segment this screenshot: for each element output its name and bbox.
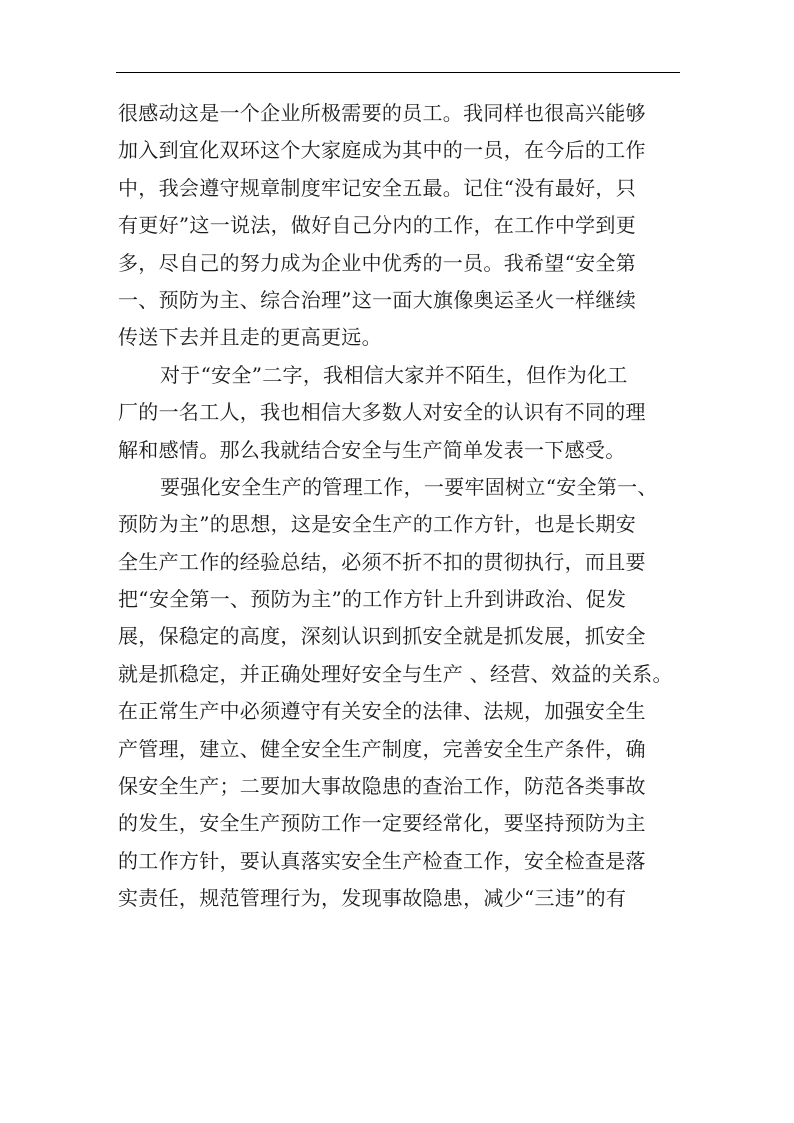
text-line: 很感动这是一个企业所极需要的员工。我同样也很高兴能够 [118,101,646,125]
text-line: 要强化安全生产的管理工作，一要牢固树立“安全第一、 [160,474,658,499]
header-rule [116,72,680,73]
paragraph-2 [118,357,683,469]
text-line: 预防为主”的思想，这是安全生产的工作方针，也是长期安 [118,512,637,537]
text-line: 传送下去并且走的更高更远。 [118,325,382,350]
text-line: 厂的一名工人，我也相信大多数人对安全的认识有不同的理 [118,400,646,425]
text-line: 产管理，建立、健全安全生产制度，完善安全生产条件，确 [118,736,646,761]
text-line: 的发生，安全生产预防工作一定要经常化，要坚持预防为主 [118,811,646,836]
text-line: 多，尽自己的努力成为企业中优秀的一员。我希望“安全第 [118,250,637,275]
text-line: 把“安全第一、预防为主”的工作方针上升到讲政治、促发 [118,587,627,612]
document-body [118,95,683,918]
paragraph-1 [118,95,683,357]
text-line: 的工作方针，要认真落实安全生产检查工作，安全检查是落 [118,848,646,873]
text-line: 中，我会遵守规章制度牢记安全五最。记住“没有最好，只 [118,175,637,200]
text-line: 在正常生产中必须遵守有关安全的法律、法规，加强安全生 [118,699,646,724]
text-line: 解和感情。那么我就结合安全与生产简单发表一下感受。 [118,437,626,462]
text-line: 保安全生产；二要加大事故隐患的查治工作，防范各类事故 [118,774,646,799]
text-line: 全生产工作的经验总结，必须不折不扣的贯彻执行，而且要 [118,549,646,574]
text-line: 展，保稳定的高度，深刻认识到抓安全就是抓发展，抓安全 [118,624,646,649]
text-line: 实责任，规范管理行为，发现事故隐患，减少“三违”的有 [118,886,627,911]
paragraph-3 [118,469,683,918]
text-line: 一、预防为主、综合治理”这一面大旗像奥运圣火一样继续 [118,287,637,312]
text-line: 对于“安全”二字，我相信大家并不陌生，但作为化工 [160,362,628,387]
text-line: 加入到宜化双环这个大家庭成为其中的一员，在今后的工作 [118,138,646,163]
text-line: 有更好”这一说法，做好自己分内的工作，在工作中学到更 [118,213,637,238]
text-line: 就是抓稳定，并正确处理好安全与生产 、经营、效益的关系。 [118,661,673,686]
